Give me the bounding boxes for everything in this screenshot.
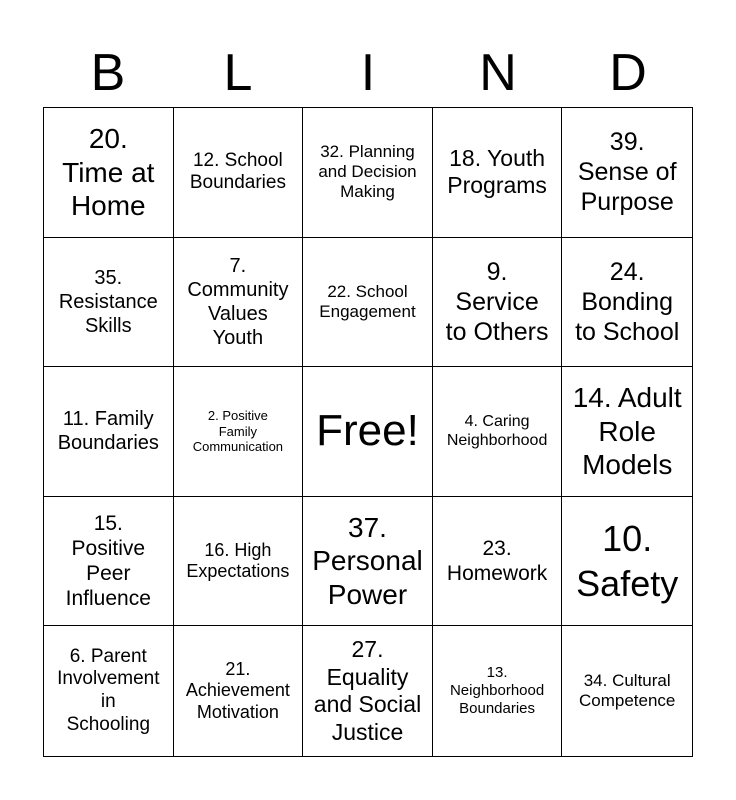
bingo-cell[interactable]: 14. Adult Role Models: [562, 367, 692, 497]
bingo-cell[interactable]: 32. Planning and Decision Making: [303, 108, 433, 238]
bingo-cell[interactable]: 15. Positive Peer Influence: [44, 497, 174, 627]
bingo-cell[interactable]: 24. Bonding to School: [562, 238, 692, 368]
bingo-cell[interactable]: 18. Youth Programs: [433, 108, 563, 238]
header-letter-b: B: [90, 44, 126, 102]
bingo-cell[interactable]: 4. Caring Neighborhood: [433, 367, 563, 497]
free-space-cell[interactable]: Free!: [303, 367, 433, 497]
bingo-cell[interactable]: 9. Service to Others: [433, 238, 563, 368]
bingo-cell[interactable]: 23. Homework: [433, 497, 563, 627]
bingo-cell[interactable]: 2. Positive Family Communication: [174, 367, 304, 497]
bingo-header: [43, 40, 693, 106]
bingo-cell[interactable]: 37. Personal Power: [303, 497, 433, 627]
bingo-cell[interactable]: 34. Cultural Competence: [579, 670, 676, 711]
bingo-cell[interactable]: 11. Family Boundaries: [44, 367, 174, 497]
bingo-cell[interactable]: 10. Safety: [562, 497, 692, 627]
bingo-board: [43, 107, 693, 757]
bingo-cell[interactable]: 21. Achievement Motivation: [174, 626, 304, 756]
bingo-cell[interactable]: 39. Sense of Purpose: [562, 108, 692, 238]
bingo-cell[interactable]: 7. Community Values Youth: [174, 238, 304, 368]
bingo-cell[interactable]: 22. School Engagement: [303, 238, 433, 368]
bingo-cell[interactable]: 6. Parent Involvement in Schooling: [44, 626, 174, 756]
bingo-cell[interactable]: 27. Equality and Social Justice: [303, 626, 433, 756]
header-letter-l: L: [223, 44, 253, 102]
header-letter-d: D: [609, 44, 647, 102]
bingo-cell[interactable]: 13. Neighborhood Boundaries: [433, 626, 563, 756]
bingo-cell[interactable]: 35. Resistance Skills: [44, 238, 174, 368]
header-letter-i: I: [360, 44, 376, 102]
bingo-cell[interactable]: 20. Time at Home: [44, 108, 174, 238]
bingo-cell[interactable]: 12. School Boundaries: [174, 108, 304, 238]
header-letter-n: N: [479, 44, 517, 102]
bingo-cell[interactable]: 16. High Expectations: [174, 497, 304, 627]
